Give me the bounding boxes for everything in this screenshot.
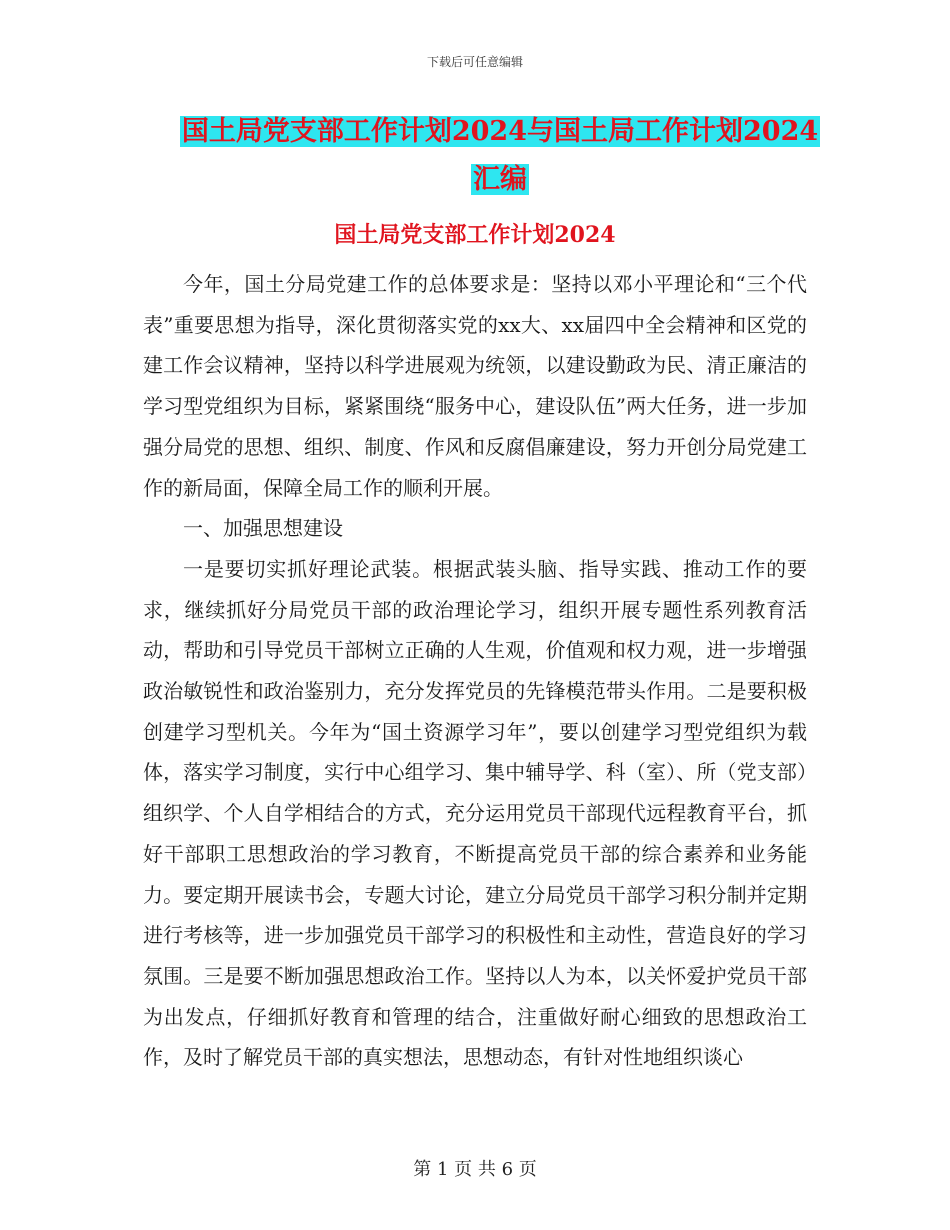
- page-number: 第 1 页 共 6 页: [413, 1159, 537, 1180]
- title-line-2: 汇编: [473, 164, 527, 195]
- document-title: [150, 108, 850, 204]
- section-title: 国土局党支部工作计划2024: [334, 222, 616, 248]
- body-text: [143, 264, 807, 1078]
- title-line-1: 国土局党支部工作计划2024与国土局工作计划2024: [181, 116, 819, 147]
- paragraph-heading: 一、加强思想建设: [183, 516, 343, 541]
- header-note: 下载后可任意编辑: [426, 55, 523, 69]
- paragraph-content: 一是要切实抓好理论武装。根据武装头脑、指导实践、推动工作的要求，继续抓好分局党员干部的政治理论学习，组织开展专题性系列教育活动，帮助和引导党员干部树立正确的人生观，价值观和权力观，进一步增强政治敏锐性和政治鉴别力，充分发挥党员的先锋模范带头作用。二是要积极创建学习型机关。今年为“国土资源学习年”，要以创建学习型党组织为载体，落实学习制度，实行中心组学习、集中辅导学、科（室）、所（党支部）组织学、个人自学相结合的方式，充分运用党员干部现代远程教育平台，抓好干部职工思想政治的学习教育，不断提高党员干部的综合素养和业务能力。要定期开展读书会，专题大讨论，建立分局党员干部学习积分制并定期进行考核等，进一步加强党员干部学习的积极性和主动性，营造良好的学习氛围。三是要不断加强思想政治工作。坚持以人为本，以关怀爱护党员干部为出发点，仔细抓好教育和管理的结合，注重做好耐心细致的思想政治工作，及时了解党员干部的真实想法，思想动态，有针对性地组织谈心: [143, 556, 807, 1070]
- paragraph-intro: 今年，国土分局党建工作的总体要求是：坚持以邓小平理论和“三个代表”重要思想为指导，深化贯彻落实党的xx大、xx届四中全会精神和区党的建工作会议精神，坚持以科学进展观为统领，以建设勤政为民、清正廉洁的学习型党组织为目标，紧紧围绕“服务中心，建设队伍”两大任务，进一步加强分局党的思想、组织、制度、作风和反腐倡廉建设，努力开创分局党建工作的新局面，保障全局工作的顺利开展。: [143, 272, 807, 500]
